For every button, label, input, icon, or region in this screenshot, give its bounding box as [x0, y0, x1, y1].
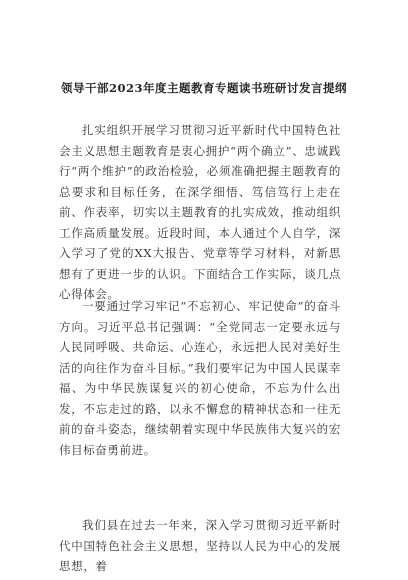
- paragraph-county-work: 我们县在过去一年来，深入学习贯彻习近平新时代中国特色社会主义思想，坚持以人民为中心的发展思想，着: [59, 518, 341, 573]
- document-title: 领导干部2023年度主题教育专题读书班研讨发言提纲: [60, 81, 347, 95]
- paragraph-intro: 扎实组织开展学习贯彻习近平新时代中国特色社会主义思想主题教育是衷心拥护“两个确立”、忠诚践行“两个维护”的政治检验，必须准确把握主题教育的总要求和目标任务，在深学细悟、笃信笃行上走在前、作表率，切实以主题教育的扎实成效，推动组织工作高质量发展。近段时间，本人通过个人自学，深入学习了党的XX大报告、党章等学习材料，对新思想有了更进一步的认识。下面结合工作实际，谈几点心得体会。: [59, 123, 341, 301]
- paragraph-point-one: 一要通过学习牢记“不忘初心、牢记使命”的奋斗方向。习近平总书记强调：“全党同志一定要永远与人民同呼吸、共命运、心连心，永远把人民对美好生活的向往作为奋斗目标。”我们要牢记为中国人民谋幸福、为中华民族谋复兴的初心使命，不忘为什么出发，不忘走过的路，以永不懈怠的精神状态和一往无前的奋斗姿态，继续朝着实现中华民族伟大复兴的宏伟目标奋勇前进。: [59, 299, 341, 457]
